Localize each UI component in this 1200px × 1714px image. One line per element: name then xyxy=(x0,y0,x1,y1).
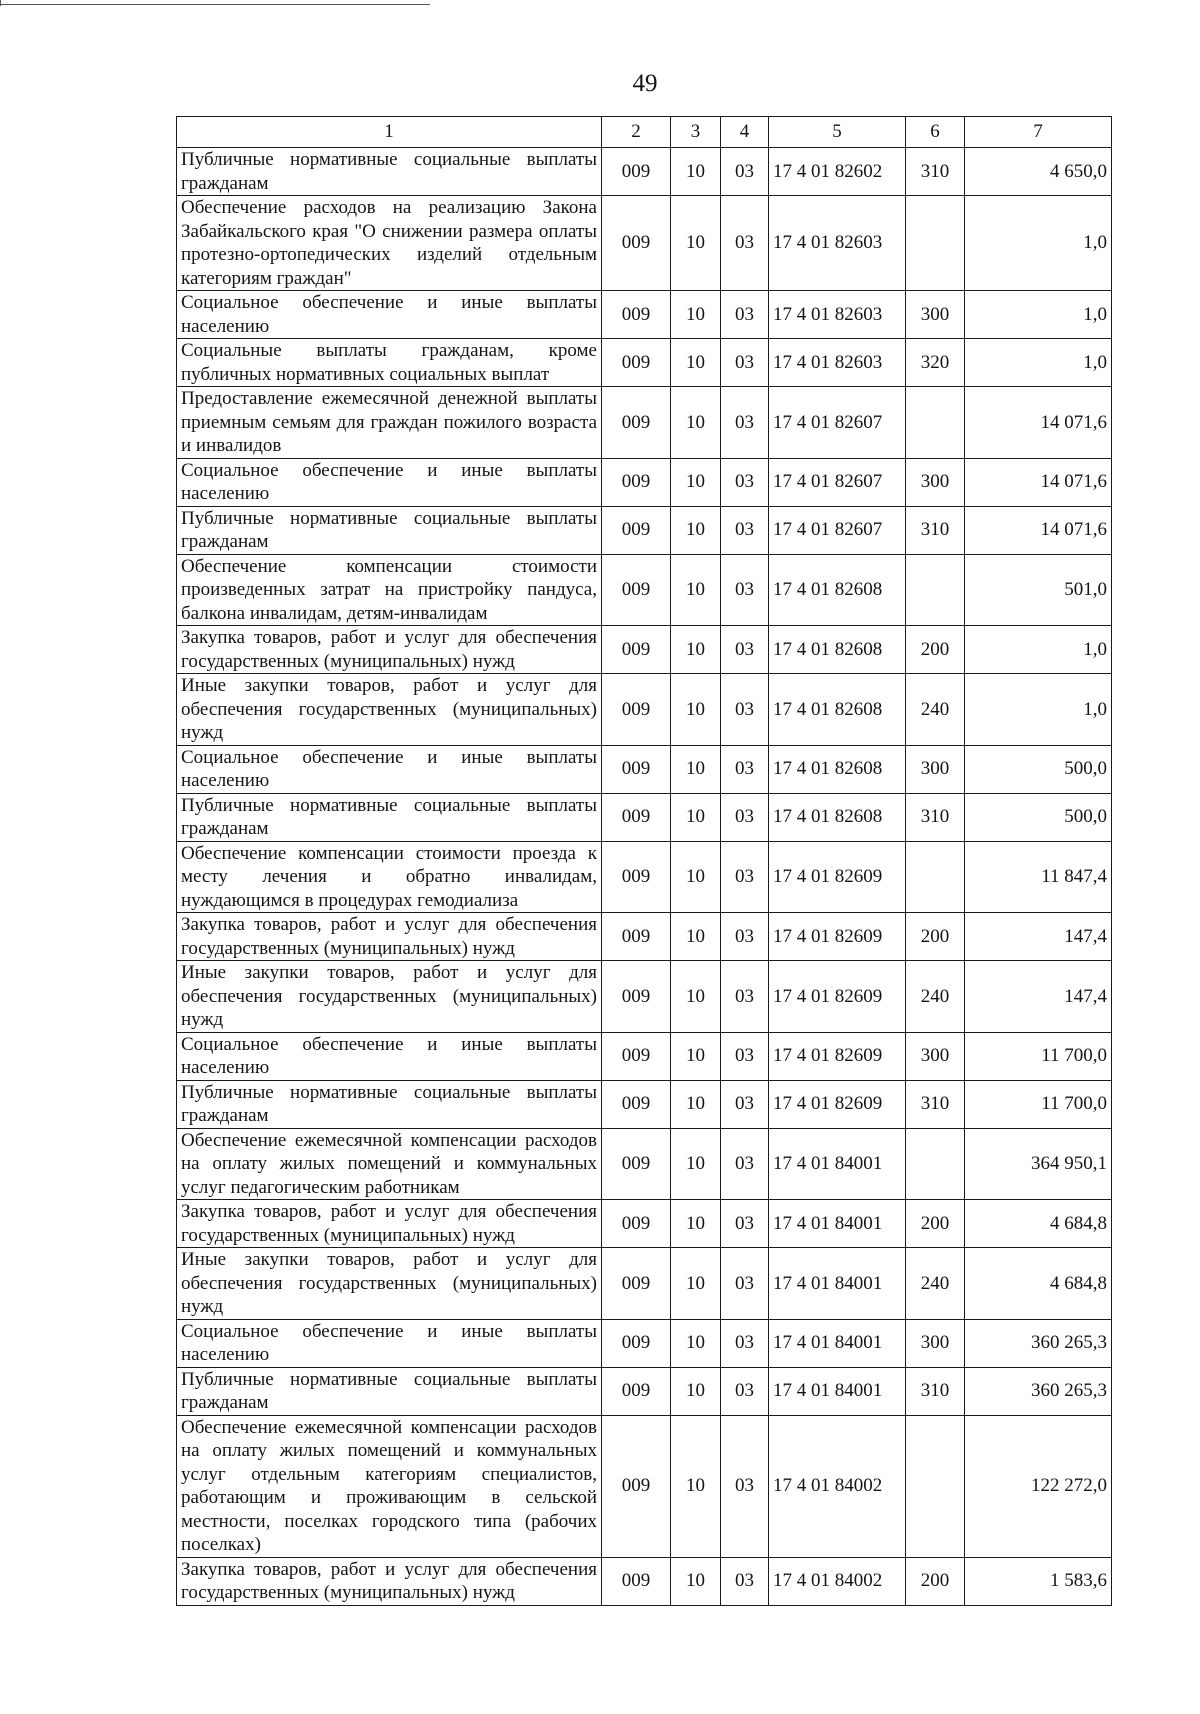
row-subsection-code: 03 xyxy=(721,387,769,459)
row-ministry-code: 009 xyxy=(602,291,671,339)
table-row xyxy=(177,291,1112,339)
row-description: Закупка товаров, работ и услуг для обеспечения государственных (муниципальных) нужд xyxy=(177,1557,602,1605)
row-ministry-code: 009 xyxy=(602,1080,671,1128)
row-ministry-code: 009 xyxy=(602,1128,671,1200)
row-expense-type: 240 xyxy=(906,674,965,746)
row-expense-type xyxy=(906,1128,965,1200)
row-section-code: 10 xyxy=(671,1367,721,1415)
row-target-article: 17 4 01 82609 xyxy=(769,1032,906,1080)
row-target-article: 17 4 01 82603 xyxy=(769,291,906,339)
table-row xyxy=(177,841,1112,913)
row-ministry-code: 009 xyxy=(602,148,671,196)
column-header-7: 7 xyxy=(965,117,1112,148)
row-amount: 14 071,6 xyxy=(965,458,1112,506)
budget-table-body xyxy=(177,117,1112,1606)
row-description: Иные закупки товаров, работ и услуг для обеспечения государственных (муниципальных) нужд xyxy=(177,961,602,1033)
row-section-code: 10 xyxy=(671,387,721,459)
row-amount: 147,4 xyxy=(965,913,1112,961)
row-section-code: 10 xyxy=(671,961,721,1033)
row-description: Социальное обеспечение и иные выплаты населению xyxy=(177,458,602,506)
row-subsection-code: 03 xyxy=(721,1128,769,1200)
row-description: Публичные нормативные социальные выплаты гражданам xyxy=(177,148,602,196)
table-row xyxy=(177,1319,1112,1367)
table-row xyxy=(177,196,1112,291)
row-target-article: 17 4 01 84001 xyxy=(769,1200,906,1248)
row-subsection-code: 03 xyxy=(721,793,769,841)
row-ministry-code: 009 xyxy=(602,913,671,961)
table-row xyxy=(177,674,1112,746)
row-amount: 4 684,8 xyxy=(965,1248,1112,1320)
row-amount: 500,0 xyxy=(965,745,1112,793)
row-description: Обеспечение ежемесячной компенсации расходов на оплату жилых помещений и коммунальных услуг отдельным категориям специалистов, работающим и проживающим в сельской местности, поселках городского типа (рабочих поселках) xyxy=(177,1415,602,1557)
row-description: Предоставление ежемесячной денежной выплаты приемным семьям для граждан пожилого возраста и инвалидов xyxy=(177,387,602,459)
table-row xyxy=(177,1367,1112,1415)
row-target-article: 17 4 01 82609 xyxy=(769,1080,906,1128)
row-ministry-code: 009 xyxy=(602,1557,671,1605)
table-row xyxy=(177,506,1112,554)
top-edge-tick xyxy=(0,0,1,6)
row-target-article: 17 4 01 84001 xyxy=(769,1248,906,1320)
row-amount: 501,0 xyxy=(965,554,1112,626)
row-ministry-code: 009 xyxy=(602,793,671,841)
row-section-code: 10 xyxy=(671,1032,721,1080)
column-header-1: 1 xyxy=(177,117,602,148)
row-amount: 122 272,0 xyxy=(965,1415,1112,1557)
row-expense-type: 310 xyxy=(906,1080,965,1128)
row-subsection-code: 03 xyxy=(721,1248,769,1320)
row-subsection-code: 03 xyxy=(721,841,769,913)
table-row xyxy=(177,148,1112,196)
row-subsection-code: 03 xyxy=(721,458,769,506)
table-row xyxy=(177,339,1112,387)
table-row xyxy=(177,1080,1112,1128)
row-section-code: 10 xyxy=(671,1319,721,1367)
row-amount: 4 650,0 xyxy=(965,148,1112,196)
row-expense-type xyxy=(906,387,965,459)
row-description: Публичные нормативные социальные выплаты гражданам xyxy=(177,1080,602,1128)
row-expense-type: 200 xyxy=(906,1200,965,1248)
row-subsection-code: 03 xyxy=(721,554,769,626)
row-section-code: 10 xyxy=(671,506,721,554)
row-ministry-code: 009 xyxy=(602,1032,671,1080)
row-section-code: 10 xyxy=(671,745,721,793)
row-ministry-code: 009 xyxy=(602,554,671,626)
budget-table xyxy=(176,116,1112,1606)
row-expense-type: 240 xyxy=(906,961,965,1033)
row-description: Иные закупки товаров, работ и услуг для обеспечения государственных (муниципальных) нужд xyxy=(177,674,602,746)
table-row xyxy=(177,554,1112,626)
top-edge-rule xyxy=(0,4,430,5)
row-subsection-code: 03 xyxy=(721,339,769,387)
row-amount: 360 265,3 xyxy=(965,1367,1112,1415)
row-amount: 11 700,0 xyxy=(965,1032,1112,1080)
row-expense-type: 300 xyxy=(906,745,965,793)
row-subsection-code: 03 xyxy=(721,1415,769,1557)
row-section-code: 10 xyxy=(671,1415,721,1557)
row-ministry-code: 009 xyxy=(602,674,671,746)
row-subsection-code: 03 xyxy=(721,1200,769,1248)
row-target-article: 17 4 01 84002 xyxy=(769,1557,906,1605)
row-subsection-code: 03 xyxy=(721,1557,769,1605)
row-section-code: 10 xyxy=(671,1200,721,1248)
row-description: Обеспечение компенсации стоимости проезда к месту лечения и обратно инвалидам, нуждающимся в процедурах гемодиализа xyxy=(177,841,602,913)
row-target-article: 17 4 01 82603 xyxy=(769,339,906,387)
row-expense-type xyxy=(906,196,965,291)
row-ministry-code: 009 xyxy=(602,458,671,506)
row-expense-type: 300 xyxy=(906,291,965,339)
column-header-6: 6 xyxy=(906,117,965,148)
table-row xyxy=(177,1128,1112,1200)
row-description: Социальное обеспечение и иные выплаты населению xyxy=(177,291,602,339)
row-description: Обеспечение расходов на реализацию Закона Забайкальского края "О снижении размера оплаты протезно-ортопедических изделий отдельным категориям граждан" xyxy=(177,196,602,291)
row-subsection-code: 03 xyxy=(721,291,769,339)
row-target-article: 17 4 01 82607 xyxy=(769,506,906,554)
row-amount: 14 071,6 xyxy=(965,387,1112,459)
row-amount: 360 265,3 xyxy=(965,1319,1112,1367)
table-row xyxy=(177,1248,1112,1320)
table-row xyxy=(177,387,1112,459)
row-expense-type: 200 xyxy=(906,1557,965,1605)
row-description: Иные закупки товаров, работ и услуг для обеспечения государственных (муниципальных) нужд xyxy=(177,1248,602,1320)
row-section-code: 10 xyxy=(671,1557,721,1605)
row-subsection-code: 03 xyxy=(721,196,769,291)
row-target-article: 17 4 01 82607 xyxy=(769,387,906,459)
column-number-row xyxy=(177,117,1112,148)
row-ministry-code: 009 xyxy=(602,339,671,387)
row-section-code: 10 xyxy=(671,196,721,291)
row-section-code: 10 xyxy=(671,554,721,626)
row-amount: 1 583,6 xyxy=(965,1557,1112,1605)
row-description: Закупка товаров, работ и услуг для обеспечения государственных (муниципальных) нужд xyxy=(177,1200,602,1248)
row-subsection-code: 03 xyxy=(721,913,769,961)
row-ministry-code: 009 xyxy=(602,745,671,793)
row-section-code: 10 xyxy=(671,1128,721,1200)
row-target-article: 17 4 01 82609 xyxy=(769,961,906,1033)
row-expense-type: 240 xyxy=(906,1248,965,1320)
row-amount: 1,0 xyxy=(965,626,1112,674)
row-target-article: 17 4 01 82609 xyxy=(769,841,906,913)
row-amount: 1,0 xyxy=(965,674,1112,746)
row-subsection-code: 03 xyxy=(721,148,769,196)
row-amount: 1,0 xyxy=(965,339,1112,387)
row-target-article: 17 4 01 82602 xyxy=(769,148,906,196)
row-section-code: 10 xyxy=(671,841,721,913)
row-section-code: 10 xyxy=(671,626,721,674)
table-row xyxy=(177,1200,1112,1248)
row-target-article: 17 4 01 84001 xyxy=(769,1128,906,1200)
column-header-3: 3 xyxy=(671,117,721,148)
row-subsection-code: 03 xyxy=(721,1367,769,1415)
row-description: Закупка товаров, работ и услуг для обеспечения государственных (муниципальных) нужд xyxy=(177,626,602,674)
row-ministry-code: 009 xyxy=(602,1248,671,1320)
row-subsection-code: 03 xyxy=(721,1319,769,1367)
column-header-4: 4 xyxy=(721,117,769,148)
table-row xyxy=(177,913,1112,961)
row-amount: 14 071,6 xyxy=(965,506,1112,554)
row-description: Закупка товаров, работ и услуг для обеспечения государственных (муниципальных) нужд xyxy=(177,913,602,961)
row-expense-type: 300 xyxy=(906,1032,965,1080)
row-subsection-code: 03 xyxy=(721,626,769,674)
row-subsection-code: 03 xyxy=(721,745,769,793)
row-target-article: 17 4 01 82609 xyxy=(769,913,906,961)
table-row xyxy=(177,745,1112,793)
column-header-2: 2 xyxy=(602,117,671,148)
row-section-code: 10 xyxy=(671,291,721,339)
row-subsection-code: 03 xyxy=(721,1080,769,1128)
row-expense-type: 310 xyxy=(906,1367,965,1415)
row-amount: 1,0 xyxy=(965,196,1112,291)
row-subsection-code: 03 xyxy=(721,961,769,1033)
row-section-code: 10 xyxy=(671,793,721,841)
row-expense-type: 310 xyxy=(906,793,965,841)
row-subsection-code: 03 xyxy=(721,1032,769,1080)
row-ministry-code: 009 xyxy=(602,626,671,674)
row-target-article: 17 4 01 82603 xyxy=(769,196,906,291)
row-description: Обеспечение ежемесячной компенсации расходов на оплату жилых помещений и коммунальных услуг педагогическим работникам xyxy=(177,1128,602,1200)
row-description: Социальное обеспечение и иные выплаты населению xyxy=(177,1319,602,1367)
row-ministry-code: 009 xyxy=(602,961,671,1033)
row-ministry-code: 009 xyxy=(602,1319,671,1367)
row-expense-type: 300 xyxy=(906,458,965,506)
row-section-code: 10 xyxy=(671,458,721,506)
table-row xyxy=(177,458,1112,506)
row-expense-type: 310 xyxy=(906,148,965,196)
row-subsection-code: 03 xyxy=(721,674,769,746)
row-subsection-code: 03 xyxy=(721,506,769,554)
row-ministry-code: 009 xyxy=(602,1200,671,1248)
row-target-article: 17 4 01 84001 xyxy=(769,1367,906,1415)
row-description: Социальное обеспечение и иные выплаты населению xyxy=(177,1032,602,1080)
row-description: Социальное обеспечение и иные выплаты населению xyxy=(177,745,602,793)
row-section-code: 10 xyxy=(671,148,721,196)
row-ministry-code: 009 xyxy=(602,196,671,291)
row-section-code: 10 xyxy=(671,1248,721,1320)
row-description: Публичные нормативные социальные выплаты гражданам xyxy=(177,793,602,841)
row-target-article: 17 4 01 82608 xyxy=(769,674,906,746)
row-amount: 500,0 xyxy=(965,793,1112,841)
row-expense-type xyxy=(906,1415,965,1557)
row-ministry-code: 009 xyxy=(602,387,671,459)
row-section-code: 10 xyxy=(671,913,721,961)
table-row xyxy=(177,1557,1112,1605)
row-amount: 147,4 xyxy=(965,961,1112,1033)
row-ministry-code: 009 xyxy=(602,1367,671,1415)
row-amount: 4 684,8 xyxy=(965,1200,1112,1248)
row-target-article: 17 4 01 82607 xyxy=(769,458,906,506)
row-section-code: 10 xyxy=(671,339,721,387)
row-amount: 11 700,0 xyxy=(965,1080,1112,1128)
row-ministry-code: 009 xyxy=(602,841,671,913)
row-description: Обеспечение компенсации стоимости произведенных затрат на пристройку пандуса, балкона инвалидам, детям-инвалидам xyxy=(177,554,602,626)
row-expense-type: 300 xyxy=(906,1319,965,1367)
row-target-article: 17 4 01 82608 xyxy=(769,554,906,626)
row-section-code: 10 xyxy=(671,1080,721,1128)
row-ministry-code: 009 xyxy=(602,1415,671,1557)
row-target-article: 17 4 01 84001 xyxy=(769,1319,906,1367)
column-header-5: 5 xyxy=(769,117,906,148)
row-description: Социальные выплаты гражданам, кроме публичных нормативных социальных выплат xyxy=(177,339,602,387)
row-section-code: 10 xyxy=(671,674,721,746)
row-target-article: 17 4 01 84002 xyxy=(769,1415,906,1557)
table-row xyxy=(177,793,1112,841)
row-amount: 11 847,4 xyxy=(965,841,1112,913)
row-expense-type: 310 xyxy=(906,506,965,554)
row-expense-type: 320 xyxy=(906,339,965,387)
row-expense-type: 200 xyxy=(906,626,965,674)
table-row xyxy=(177,626,1112,674)
row-description: Публичные нормативные социальные выплаты гражданам xyxy=(177,1367,602,1415)
row-target-article: 17 4 01 82608 xyxy=(769,626,906,674)
row-expense-type: 200 xyxy=(906,913,965,961)
row-expense-type xyxy=(906,841,965,913)
row-ministry-code: 009 xyxy=(602,506,671,554)
page-number: 49 xyxy=(632,70,658,97)
table-row xyxy=(177,961,1112,1033)
row-description: Публичные нормативные социальные выплаты гражданам xyxy=(177,506,602,554)
row-amount: 1,0 xyxy=(965,291,1112,339)
row-target-article: 17 4 01 82608 xyxy=(769,745,906,793)
table-row xyxy=(177,1415,1112,1557)
row-target-article: 17 4 01 82608 xyxy=(769,793,906,841)
row-expense-type xyxy=(906,554,965,626)
table-row xyxy=(177,1032,1112,1080)
row-amount: 364 950,1 xyxy=(965,1128,1112,1200)
